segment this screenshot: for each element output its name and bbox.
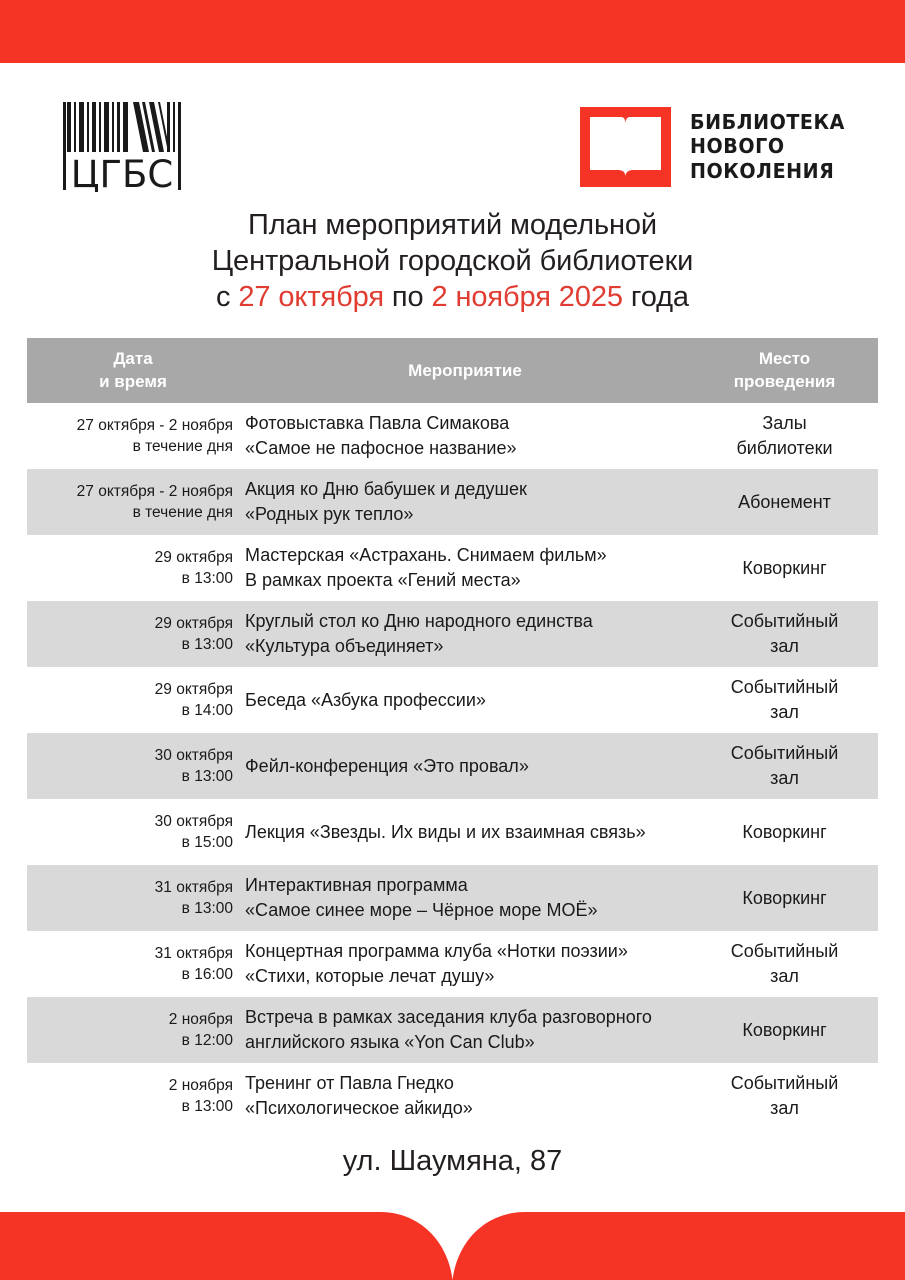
title-prefix: с — [216, 281, 239, 313]
cell-date: 30 октября — [154, 747, 233, 764]
cell-event-line1: Тренинг от Павла Гнедко — [245, 1073, 454, 1093]
schedule-table — [27, 338, 878, 1129]
cell-time: в 13:00 — [181, 570, 233, 587]
cell-date-time — [27, 403, 239, 469]
table-row — [27, 997, 878, 1063]
cell-event — [239, 601, 691, 667]
cell-time: в 14:00 — [181, 702, 233, 719]
column-header-place-line1: Место — [758, 349, 811, 368]
cell-date: 2 ноября — [168, 1077, 233, 1094]
cell-event-line1: Интерактивная программа — [245, 875, 468, 895]
cell-event-line2: «Культура объединяет» — [245, 636, 444, 656]
cell-event-line1: Фотовыставка Павла Симакова — [245, 413, 510, 433]
table-row — [27, 403, 878, 469]
cell-time: в 12:00 — [181, 1032, 233, 1049]
cell-venue — [691, 733, 878, 799]
cell-event — [239, 1063, 691, 1129]
cell-event — [239, 469, 691, 535]
cell-event-line2: «Самое не пафосное название» — [245, 438, 517, 458]
cell-time: в 13:00 — [181, 1098, 233, 1115]
title-line-2: Центральной городской библиотеки — [211, 245, 694, 277]
library-address: ул. Шаумяна, 87 — [342, 1145, 563, 1177]
cell-date: 29 октября — [154, 615, 233, 632]
cell-event-line1: Беседа «Азбука профессии» — [245, 689, 486, 710]
column-header-date — [27, 338, 239, 403]
cell-venue-line2: зал — [770, 768, 799, 788]
cell-event-line2: «Стихи, которые лечат душу» — [245, 966, 495, 986]
cell-event — [239, 865, 691, 931]
cell-venue-line1: Залы — [762, 413, 807, 433]
logo-row — [0, 96, 905, 196]
schedule-table-head — [27, 338, 878, 403]
cell-date-time — [27, 997, 239, 1063]
cell-date: 27 октября - 2 ноября — [76, 483, 233, 500]
cell-venue-line1: Событийный — [730, 611, 839, 631]
cgbs-barcode-logo — [63, 100, 185, 192]
cell-date: 31 октября — [154, 879, 233, 896]
cell-event — [239, 733, 691, 799]
cell-venue-line1: Событийный — [730, 941, 839, 961]
cell-event-line2: «Родных рук тепло» — [245, 504, 414, 524]
cell-time: в 13:00 — [181, 636, 233, 653]
cell-date: 29 октября — [154, 549, 233, 566]
cell-event — [239, 799, 691, 865]
new-generation-library-logo — [580, 104, 855, 190]
table-row — [27, 931, 878, 997]
cell-time: в 13:00 — [181, 900, 233, 917]
cell-venue-line2: библиотеки — [736, 438, 833, 458]
table-row — [27, 733, 878, 799]
cell-date-time — [27, 931, 239, 997]
cell-venue-line2: зал — [770, 966, 799, 986]
cell-venue-line1: Коворкинг — [742, 887, 827, 908]
cell-event — [239, 535, 691, 601]
column-header-place-line2: проведения — [733, 372, 836, 391]
cell-event-line2: В рамках проекта «Гений места» — [245, 570, 521, 590]
title-date-to: 2 ноября 2025 — [431, 281, 623, 313]
cell-time: в 16:00 — [181, 966, 233, 983]
cell-venue-line2: зал — [770, 702, 799, 722]
cell-event-line1: Концертная программа клуба «Нотки поэзии» — [245, 941, 628, 961]
column-header-event: Мероприятие — [239, 338, 691, 403]
cell-event-line2: английского языка «Yon Can Club» — [245, 1032, 535, 1052]
cell-event — [239, 403, 691, 469]
new-generation-library-wordmark — [690, 109, 857, 183]
cell-date-time — [27, 667, 239, 733]
table-row — [27, 799, 878, 865]
cell-venue-line1: Коворкинг — [742, 1019, 827, 1040]
cell-event — [239, 667, 691, 733]
table-header-row — [27, 338, 878, 403]
bnp-line-2: НОВОГО — [690, 134, 785, 159]
table-row — [27, 535, 878, 601]
cell-date: 29 октября — [154, 681, 233, 698]
cell-venue-line1: Событийный — [730, 743, 839, 763]
cell-venue — [691, 931, 878, 997]
table-row — [27, 865, 878, 931]
cell-venue — [691, 1063, 878, 1129]
cell-event-line1: Встреча в рамках заседания клуба разговорного — [245, 1007, 652, 1027]
cell-venue — [691, 469, 878, 535]
cell-venue — [691, 535, 878, 601]
cell-time: в 15:00 — [181, 834, 233, 851]
cell-date: 30 октября — [154, 813, 233, 830]
bottom-red-band — [0, 1212, 905, 1280]
cell-venue-line2: зал — [770, 636, 799, 656]
cell-date-time — [27, 865, 239, 931]
bnp-line-3: ПОКОЛЕНИЯ — [690, 158, 835, 183]
cell-date-time — [27, 799, 239, 865]
title-suffix: года — [622, 281, 689, 313]
cell-date-time — [27, 535, 239, 601]
cell-time: в течение дня — [132, 504, 233, 521]
cell-venue-line1: Коворкинг — [742, 557, 827, 578]
cell-venue-line2: зал — [770, 1098, 799, 1118]
cell-date: 31 октября — [154, 945, 233, 962]
cell-venue — [691, 601, 878, 667]
cell-venue — [691, 865, 878, 931]
table-row — [27, 1063, 878, 1129]
table-row — [27, 601, 878, 667]
cell-time: в течение дня — [132, 438, 233, 455]
cell-event — [239, 997, 691, 1063]
title-middle: по — [383, 281, 432, 313]
table-row — [27, 469, 878, 535]
cell-event-line1: Фейл-конференция «Это провал» — [245, 755, 529, 776]
bnp-line-1: БИБЛИОТЕКА — [690, 109, 845, 134]
cell-event-line1: Акция ко Дню бабушек и дедушек — [245, 479, 527, 499]
cell-venue-line1: Событийный — [730, 1073, 839, 1093]
page-title — [0, 207, 905, 315]
cell-date: 2 ноября — [168, 1011, 233, 1028]
cell-date-time — [27, 1063, 239, 1129]
cell-event — [239, 931, 691, 997]
cell-venue — [691, 997, 878, 1063]
cell-venue-line1: Событийный — [730, 677, 839, 697]
title-line-1: План мероприятий модельной — [247, 209, 658, 241]
cell-date-time — [27, 601, 239, 667]
cell-venue — [691, 799, 878, 865]
column-header-date-line2: и время — [99, 372, 167, 391]
cell-time: в 13:00 — [181, 768, 233, 785]
cell-event-line2: «Самое синее море – Чёрное море МОЁ» — [245, 900, 598, 920]
title-line-3 — [0, 279, 905, 315]
cell-date-time — [27, 733, 239, 799]
column-header-place — [691, 338, 878, 403]
cell-date: 27 октября - 2 ноября — [76, 417, 233, 434]
open-book-mark-icon — [580, 107, 671, 187]
top-red-band — [0, 0, 905, 63]
cell-event-line1: Круглый стол ко Дню народного единства — [245, 611, 593, 631]
cell-venue-line1: Коворкинг — [742, 821, 827, 842]
schedule-table-body — [27, 403, 878, 1129]
title-date-from: 27 октября — [238, 281, 384, 313]
cgbs-logo-caption: ЦГБС — [70, 153, 174, 192]
table-row — [27, 667, 878, 733]
column-header-date-line1: Дата — [113, 349, 153, 368]
cell-date-time — [27, 469, 239, 535]
cell-venue-line1: Абонемент — [738, 491, 831, 512]
cell-event-line2: «Психологическое айкидо» — [245, 1098, 473, 1118]
cell-venue — [691, 403, 878, 469]
cell-venue — [691, 667, 878, 733]
cell-event-line1: Лекция «Звезды. Их виды и их взаимная связь» — [245, 821, 646, 842]
cell-event-line1: Мастерская «Астрахань. Снимаем фильм» — [245, 545, 607, 565]
